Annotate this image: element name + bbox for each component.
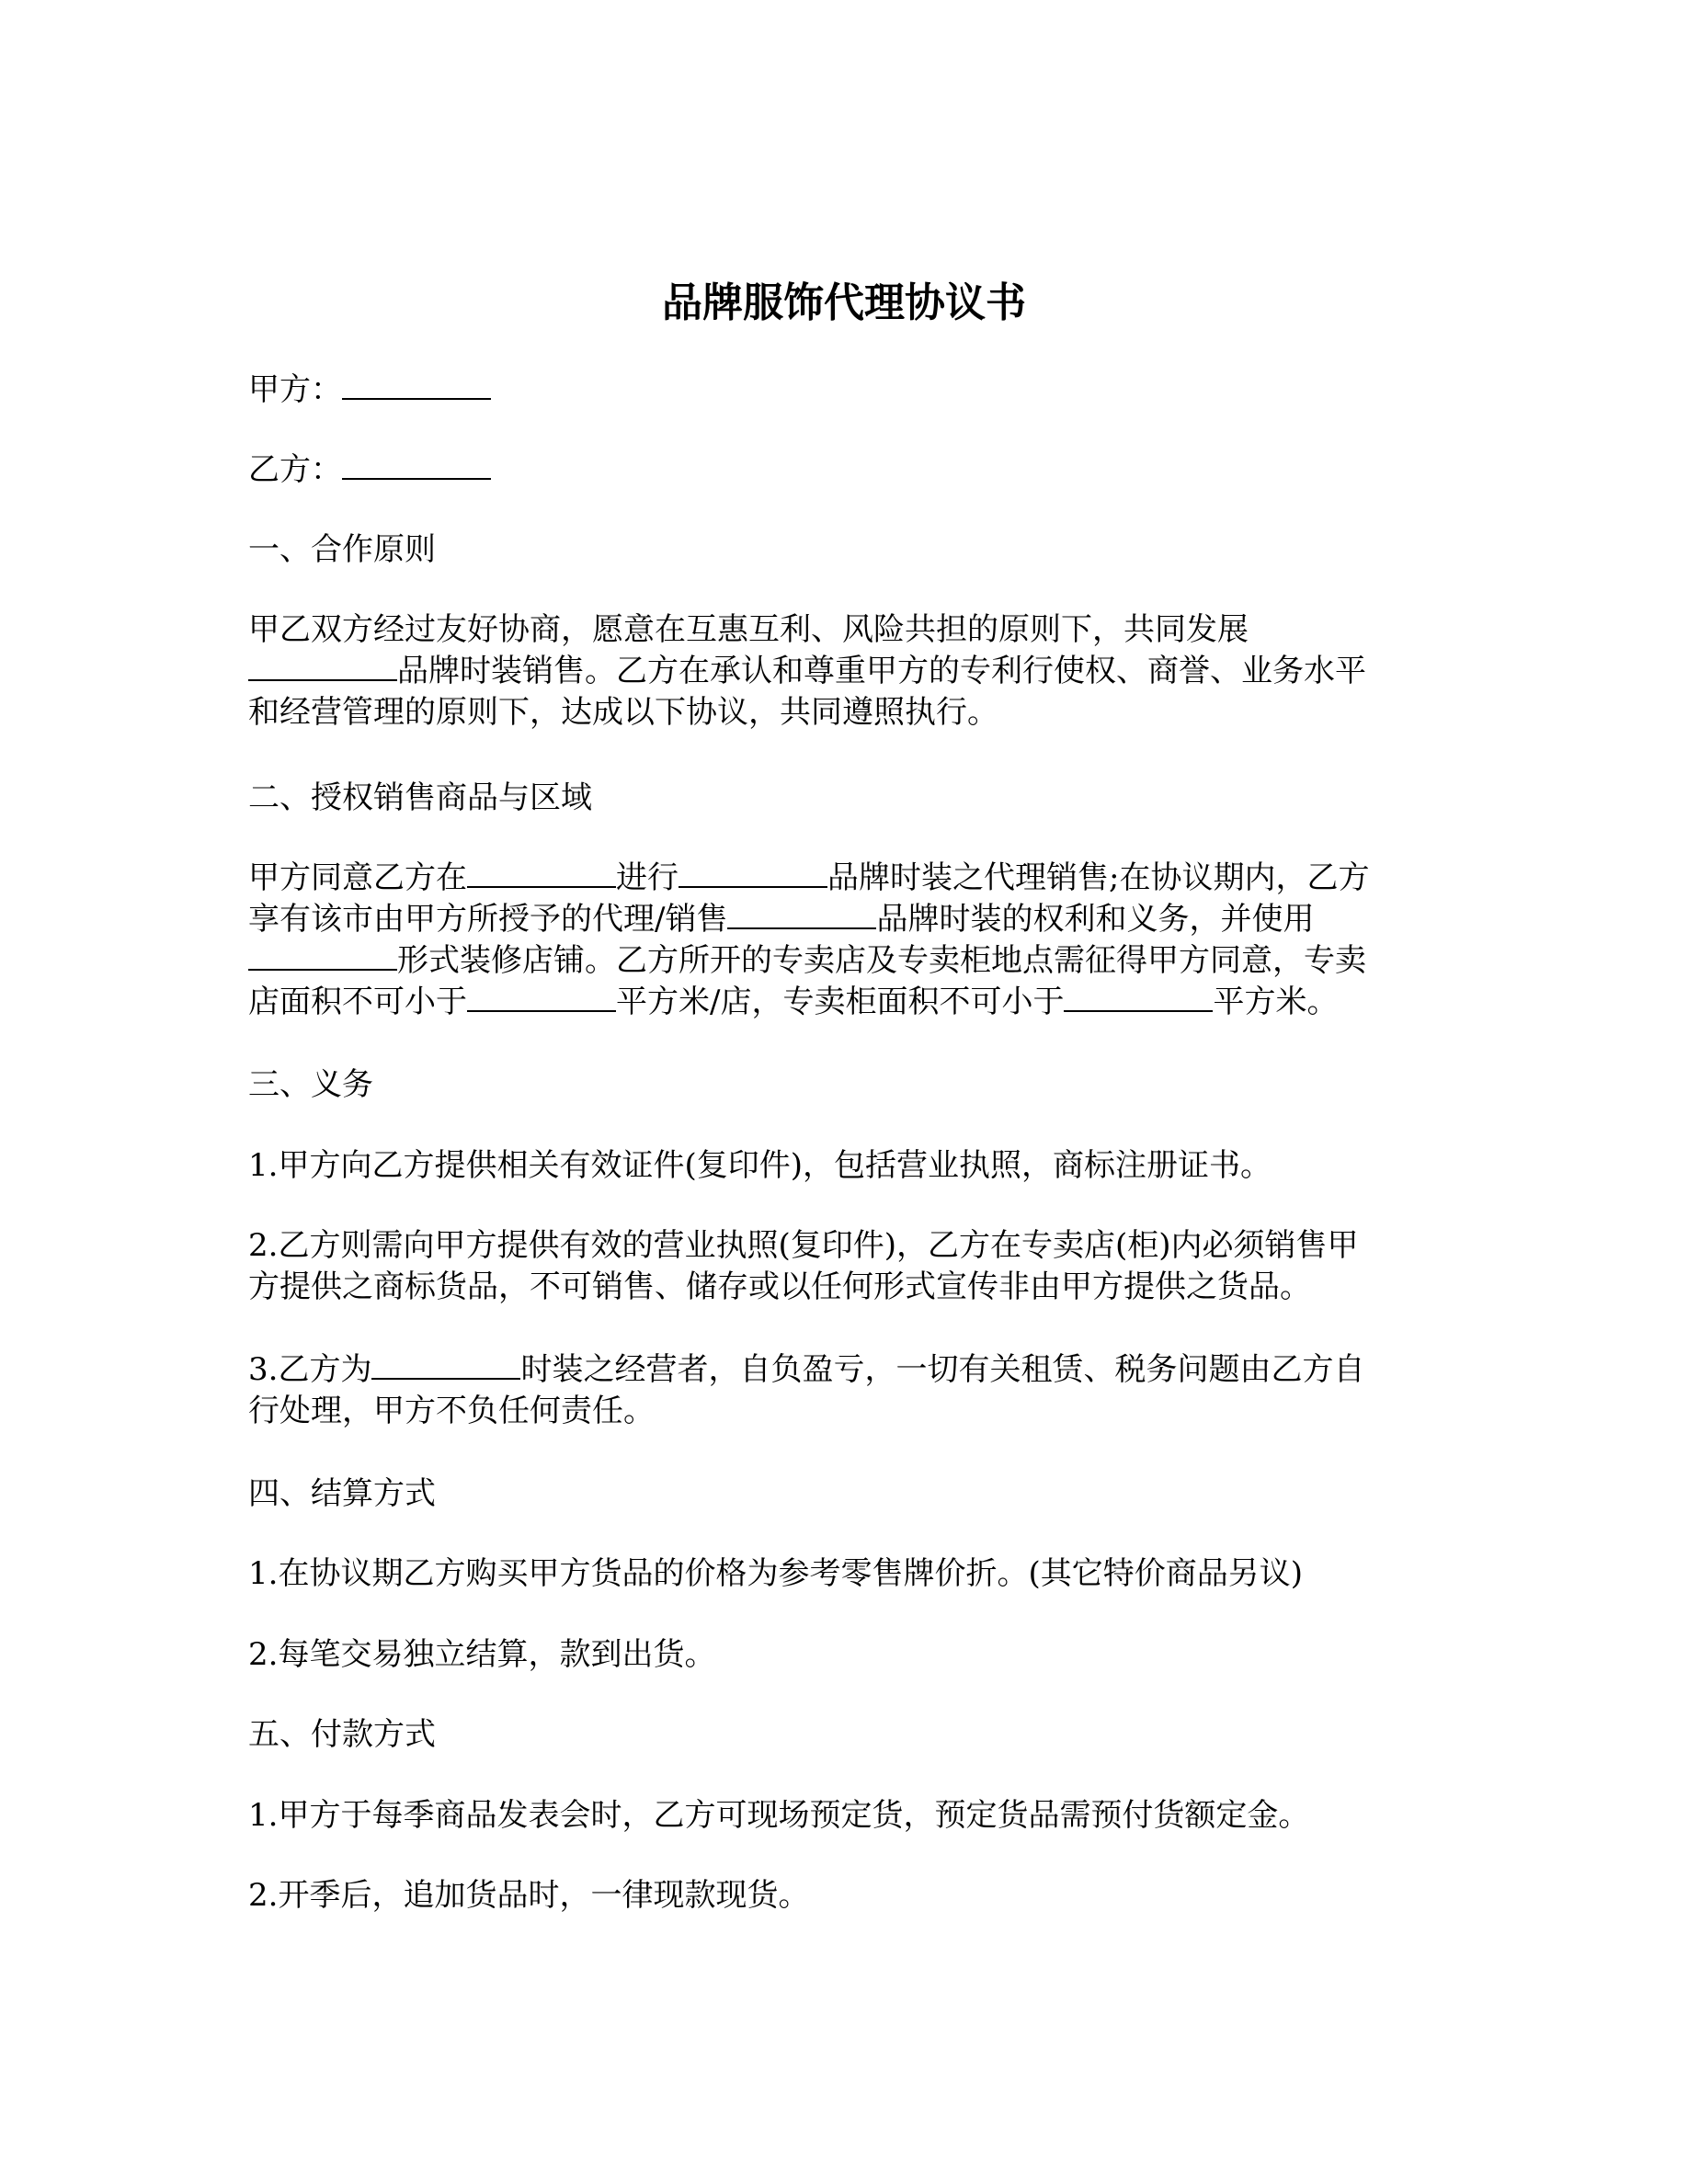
paragraph-text: 甲方同意乙方在 [248, 859, 467, 896]
fill-blank [248, 941, 397, 971]
section-heading: 四、结算方式 [248, 1475, 436, 1512]
fill-blank [727, 900, 876, 929]
paragraph-line [248, 651, 1443, 692]
paragraph-text: 平方米/店，专卖柜面积不可小于 [616, 984, 1065, 1020]
paragraph-text: 进行 [616, 859, 679, 896]
party-b-label: 乙方： [248, 451, 342, 488]
paragraph-text: 享有该市由甲方所授予的代理/销售 [248, 901, 728, 938]
fill-blank [679, 859, 827, 888]
paragraph-text: 形式装修店铺。乙方所开的专卖店及专卖柜地点需征得甲方同意，专卖 [397, 942, 1366, 979]
paragraph-text: 店面积不可小于 [248, 984, 467, 1020]
paragraph-line: 和经营管理的原则下，达成以下协议，共同遵照执行。 [248, 694, 998, 731]
fill-blank [467, 859, 616, 888]
document-title: 品牌服饰代理协议书 [662, 279, 1026, 326]
paragraph-line [248, 899, 1443, 940]
paragraph-line [248, 940, 1443, 982]
paragraph-text: 品牌时装之代理销售;在协议期内，乙方 [827, 859, 1370, 896]
section-heading: 二、授权销售商品与区域 [248, 779, 592, 816]
fill-blank [1064, 983, 1213, 1012]
fill-blank [371, 1350, 520, 1380]
party-b-line [248, 449, 1443, 491]
list-item: 2.每笔交易独立结算，款到出货。 [248, 1636, 716, 1673]
fill-blank [248, 652, 397, 681]
list-item: 2.开季后，追加货品时，一律现款现货。 [248, 1877, 810, 1914]
paragraph-text: 时装之经营者，自负盈亏，一切有关租赁、税务问题由乙方自 [520, 1351, 1365, 1388]
paragraph-text: 品牌时装销售。乙方在承认和尊重甲方的专利行使权、商誉、业务水平 [397, 653, 1366, 689]
fill-blank [467, 983, 616, 1012]
list-item: 2.乙方则需向甲方提供有效的营业执照(复印件)，乙方在专卖店(柜)内必须销售甲 [248, 1227, 1359, 1264]
section-heading: 五、付款方式 [248, 1716, 436, 1753]
paragraph-line [248, 982, 1443, 1023]
party-a-label: 甲方： [248, 371, 342, 408]
list-item-continued: 方提供之商标货品，不可销售、储存或以任何形式宣传非由甲方提供之货品。 [248, 1268, 1311, 1305]
paragraph-line: 甲乙双方经过友好协商，愿意在互惠互利、风险共担的原则下，共同发展 [248, 611, 1249, 648]
section-heading: 一、合作原则 [248, 531, 436, 568]
section-heading: 三、义务 [248, 1066, 373, 1103]
party-a-blank [342, 370, 491, 400]
paragraph-text: 平方米。 [1213, 984, 1339, 1020]
paragraph-text: 3.乙方为 [248, 1351, 372, 1388]
party-a-line [248, 370, 1443, 411]
paragraph-text: 品牌时装的权利和义务，并使用 [876, 901, 1315, 938]
list-item-continued: 行处理，甲方不负任何责任。 [248, 1393, 655, 1429]
party-b-blank [342, 450, 491, 480]
list-item: 1.甲方向乙方提供相关有效证件(复印件)，包括营业执照，商标注册证书。 [248, 1147, 1272, 1184]
list-item: 1.甲方于每季商品发表会时，乙方可现场预定货，预定货品需预付货额定金。 [248, 1797, 1310, 1834]
list-item [248, 1349, 1443, 1391]
list-item: 1.在协议期乙方购买甲方货品的价格为参考零售牌价折。(其它特价商品另议) [248, 1555, 1303, 1592]
paragraph-line [248, 858, 1443, 899]
